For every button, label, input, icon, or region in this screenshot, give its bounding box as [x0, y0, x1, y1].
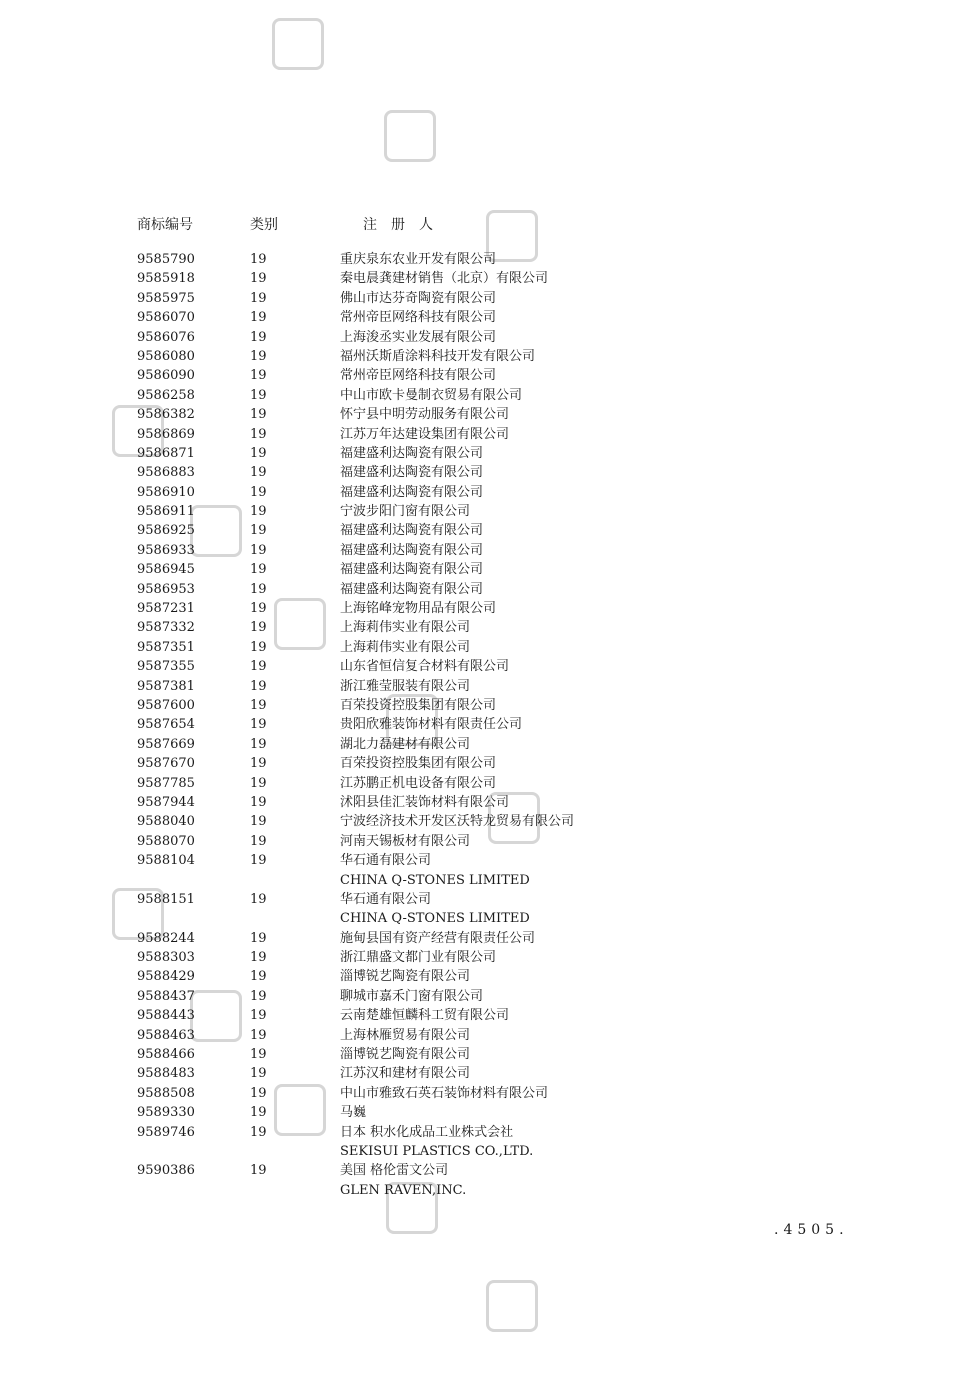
trademark-class: 19	[250, 756, 267, 772]
table-row	[0, 1064, 980, 1083]
table-row	[0, 890, 980, 909]
registrant-name: CHINA Q-STONES LIMITED	[340, 911, 530, 927]
table-row	[0, 1181, 980, 1200]
registrant-name: 上海林雁贸易有限公司	[340, 1027, 471, 1043]
table-row	[0, 735, 980, 754]
trademark-class: 19	[250, 814, 267, 830]
trademark-number: 9588151	[137, 891, 195, 907]
table-row	[0, 1006, 980, 1025]
trademark-class: 19	[250, 833, 267, 849]
trademark-number: 9588508	[137, 1085, 195, 1101]
trademark-class: 19	[250, 310, 267, 326]
table-row	[0, 774, 980, 793]
trademark-number: 9587381	[137, 678, 195, 694]
trademark-class: 19	[250, 426, 267, 442]
table-row	[0, 502, 980, 521]
trademark-class: 19	[250, 1124, 267, 1140]
trademark-number: 9587355	[137, 659, 195, 675]
trademark-class: 19	[250, 717, 267, 733]
trademark-class: 19	[250, 969, 267, 985]
registrant-name: 福建盛利达陶瓷有限公司	[340, 484, 484, 500]
trademark-number: 9586080	[137, 348, 195, 364]
trademark-number: 9586869	[137, 426, 195, 442]
registrant-name: 江苏万年达建设集团有限公司	[340, 426, 510, 442]
trademark-class: 19	[250, 523, 267, 539]
trademark-number: 9588104	[137, 853, 195, 869]
registrant-name: 上海铭峰宠物用品有限公司	[340, 601, 497, 617]
trademark-number: 9588466	[137, 1047, 195, 1063]
column-header-class: 类别	[250, 217, 278, 233]
trademark-number: 9588070	[137, 833, 195, 849]
table-row	[0, 1084, 980, 1103]
trademark-number: 9588040	[137, 814, 195, 830]
trademark-class: 19	[250, 1163, 267, 1179]
table-row	[0, 425, 980, 444]
registrant-name: 华石通有限公司	[340, 891, 432, 907]
registrant-name: 马巍	[340, 1105, 367, 1121]
registrant-name: 秦电晨龚建材销售（北京）有限公司	[340, 271, 549, 287]
column-header-number: 商标编号	[137, 217, 193, 233]
registrant-name: 怀宁县中明劳动服务有限公司	[340, 407, 510, 423]
trademark-class: 19	[250, 853, 267, 869]
registrant-name: SEKISUI PLASTICS CO.,LTD.	[340, 1143, 534, 1159]
table-row	[0, 308, 980, 327]
table-row	[0, 1161, 980, 1180]
trademark-number: 9590386	[137, 1163, 195, 1179]
registrant-name: 淄博锐艺陶瓷有限公司	[340, 969, 471, 985]
registrant-name: 佛山市达芬奇陶瓷有限公司	[340, 290, 497, 306]
trademark-class: 19	[250, 290, 267, 306]
trademark-class: 19	[250, 1105, 267, 1121]
trademark-class: 19	[250, 678, 267, 694]
trademark-class: 19	[250, 581, 267, 597]
trademark-class: 19	[250, 542, 267, 558]
table-row	[0, 347, 980, 366]
table-row	[0, 1045, 980, 1064]
table-row	[0, 909, 980, 928]
table-row	[0, 715, 980, 734]
trademark-class: 19	[250, 329, 267, 345]
registrant-name: 福建盛利达陶瓷有限公司	[340, 523, 484, 539]
trademark-number: 9588303	[137, 950, 195, 966]
trademark-number: 9585975	[137, 290, 195, 306]
table-row	[0, 618, 980, 637]
registrant-name: 山东省恒信复合材料有限公司	[340, 659, 510, 675]
registrant-name: 淄博锐艺陶瓷有限公司	[340, 1047, 471, 1063]
trademark-class: 19	[250, 930, 267, 946]
trademark-number: 9586382	[137, 407, 195, 423]
column-header-registrant: 注 册 人	[363, 217, 433, 233]
table-row	[0, 328, 980, 347]
trademark-number: 9586945	[137, 562, 195, 578]
trademark-number: 9589746	[137, 1124, 195, 1140]
table-row	[0, 677, 980, 696]
trademark-number: 9586883	[137, 465, 195, 481]
table-header	[0, 214, 980, 238]
registrant-name: CHINA Q-STONES LIMITED	[340, 872, 530, 888]
trademark-class: 19	[250, 950, 267, 966]
trademark-class: 19	[250, 252, 267, 267]
registrant-name: 贵阳欣雅装饰材料有限责任公司	[340, 717, 523, 733]
trademark-class: 19	[250, 1047, 267, 1063]
table-row	[0, 754, 980, 773]
table-row	[0, 987, 980, 1006]
trademark-number: 9587231	[137, 601, 195, 617]
trademark-number: 9587600	[137, 697, 195, 713]
registrant-name: 百荣投资控股集团有限公司	[340, 697, 497, 713]
trademark-number: 9585918	[137, 271, 195, 287]
registrant-name: 施甸县国有资产经营有限责任公司	[340, 930, 536, 946]
trademark-number: 9586911	[137, 504, 195, 520]
table-row	[0, 832, 980, 851]
registrant-name: 上海莉伟实业有限公司	[340, 620, 471, 636]
table-row	[0, 1103, 980, 1122]
registrant-name: 中山市欧卡曼制衣贸易有限公司	[340, 387, 523, 403]
table-row	[0, 386, 980, 405]
registrant-name: 上海莉伟实业有限公司	[340, 639, 471, 655]
registrant-name: 沭阳县佳汇装饰材料有限公司	[340, 794, 510, 810]
trademark-class: 19	[250, 988, 267, 1004]
table-row	[0, 793, 980, 812]
registrant-name: 宁波步阳门窗有限公司	[340, 504, 471, 520]
trademark-class: 19	[250, 697, 267, 713]
registrant-name: 云南楚雄恒麟科工贸有限公司	[340, 1008, 510, 1024]
registrant-name: 福建盛利达陶瓷有限公司	[340, 562, 484, 578]
trademark-class: 19	[250, 1085, 267, 1101]
trademark-number: 9586258	[137, 387, 195, 403]
watermark-stamp	[272, 18, 324, 70]
trademark-class: 19	[250, 794, 267, 810]
trademark-number: 9588244	[137, 930, 195, 946]
registrant-name: 美国 格伦雷文公司	[340, 1163, 449, 1179]
trademark-class: 19	[250, 1027, 267, 1043]
registrant-name: 浙江雅莹服装有限公司	[340, 678, 471, 694]
table-row	[0, 483, 980, 502]
trademark-class: 19	[250, 659, 267, 675]
trademark-class: 19	[250, 639, 267, 655]
trademark-class: 19	[250, 368, 267, 384]
registrant-name: 福州沃斯盾涂料科技开发有限公司	[340, 348, 536, 364]
table-row	[0, 1142, 980, 1161]
trademark-class: 19	[250, 601, 267, 617]
trademark-class: 19	[250, 1066, 267, 1082]
trademark-class: 19	[250, 1008, 267, 1024]
table-row	[0, 812, 980, 831]
registrant-name: 聊城市嘉禾门窗有限公司	[340, 988, 484, 1004]
trademark-number: 9587654	[137, 717, 195, 733]
registrant-name: 华石通有限公司	[340, 853, 432, 869]
trademark-number: 9586910	[137, 484, 195, 500]
table-row	[0, 1123, 980, 1142]
table-row	[0, 250, 980, 269]
table-row	[0, 599, 980, 618]
registrant-name: 福建盛利达陶瓷有限公司	[340, 445, 484, 461]
registrant-name: 江苏汉和建材有限公司	[340, 1066, 471, 1082]
trademark-number: 9586090	[137, 368, 195, 384]
watermark-stamp	[384, 110, 436, 162]
table-row	[0, 871, 980, 890]
table-row	[0, 366, 980, 385]
registrant-name: 常州帝臣网络科技有限公司	[340, 368, 497, 384]
trademark-list	[0, 250, 980, 1200]
registrant-name: 福建盛利达陶瓷有限公司	[340, 581, 484, 597]
registrant-name: 湖北力磊建材有限公司	[340, 736, 471, 752]
table-row	[0, 851, 980, 870]
table-row	[0, 638, 980, 657]
table-row	[0, 948, 980, 967]
registrant-name: 日本 积水化成品工业株式会社	[340, 1124, 514, 1140]
registrant-name: 常州帝臣网络科技有限公司	[340, 310, 497, 326]
trademark-number: 9588429	[137, 969, 195, 985]
registrant-name: GLEN RAVEN,INC.	[340, 1182, 467, 1198]
trademark-number: 9587332	[137, 620, 195, 636]
trademark-number: 9588483	[137, 1066, 195, 1082]
trademark-number: 9586076	[137, 329, 195, 345]
registrant-name: 中山市雅致石英石装饰材料有限公司	[340, 1085, 549, 1101]
watermark-stamp	[486, 1280, 538, 1332]
trademark-number: 9586871	[137, 445, 195, 461]
table-row	[0, 269, 980, 288]
trademark-number: 9587351	[137, 639, 195, 655]
trademark-number: 9588437	[137, 988, 195, 1004]
trademark-class: 19	[250, 775, 267, 791]
trademark-number: 9586953	[137, 581, 195, 597]
registrant-name: 浙江鼎盛文都门业有限公司	[340, 950, 497, 966]
trademark-number: 9589330	[137, 1105, 195, 1121]
table-row	[0, 521, 980, 540]
registrant-name: 重庆泉东农业开发有限公司	[340, 252, 497, 267]
table-row	[0, 1026, 980, 1045]
trademark-class: 19	[250, 407, 267, 423]
trademark-class: 19	[250, 891, 267, 907]
trademark-class: 19	[250, 348, 267, 364]
registrant-name: 福建盛利达陶瓷有限公司	[340, 542, 484, 558]
trademark-number: 9588443	[137, 1008, 195, 1024]
registrant-name: 福建盛利达陶瓷有限公司	[340, 465, 484, 481]
trademark-number: 9587944	[137, 794, 195, 810]
trademark-number: 9586070	[137, 310, 195, 326]
page-number: .4505.	[774, 1222, 849, 1238]
registrant-name: 宁波经济技术开发区沃特龙贸易有限公司	[340, 814, 575, 830]
trademark-class: 19	[250, 387, 267, 403]
table-row	[0, 560, 980, 579]
trademark-class: 19	[250, 620, 267, 636]
table-row	[0, 696, 980, 715]
trademark-class: 19	[250, 465, 267, 481]
registrant-name: 河南天锡板材有限公司	[340, 833, 471, 849]
registrant-name: 上海浚丞实业发展有限公司	[340, 329, 497, 345]
registrant-name: 江苏鹏正机电设备有限公司	[340, 775, 497, 791]
trademark-number: 9585790	[137, 252, 195, 267]
trademark-number: 9588463	[137, 1027, 195, 1043]
table-row	[0, 289, 980, 308]
table-row	[0, 405, 980, 424]
trademark-class: 19	[250, 445, 267, 461]
trademark-number: 9587669	[137, 736, 195, 752]
trademark-number: 9587785	[137, 775, 195, 791]
trademark-class: 19	[250, 271, 267, 287]
trademark-number: 9587670	[137, 756, 195, 772]
registrant-name: 百荣投资控股集团有限公司	[340, 756, 497, 772]
trademark-class: 19	[250, 504, 267, 520]
trademark-class: 19	[250, 562, 267, 578]
trademark-class: 19	[250, 736, 267, 752]
table-row	[0, 444, 980, 463]
trademark-number: 9586933	[137, 542, 195, 558]
table-row	[0, 463, 980, 482]
trademark-class: 19	[250, 484, 267, 500]
table-row	[0, 657, 980, 676]
table-row	[0, 580, 980, 599]
table-row	[0, 929, 980, 948]
trademark-number: 9586925	[137, 523, 195, 539]
table-row	[0, 967, 980, 986]
table-row	[0, 541, 980, 560]
